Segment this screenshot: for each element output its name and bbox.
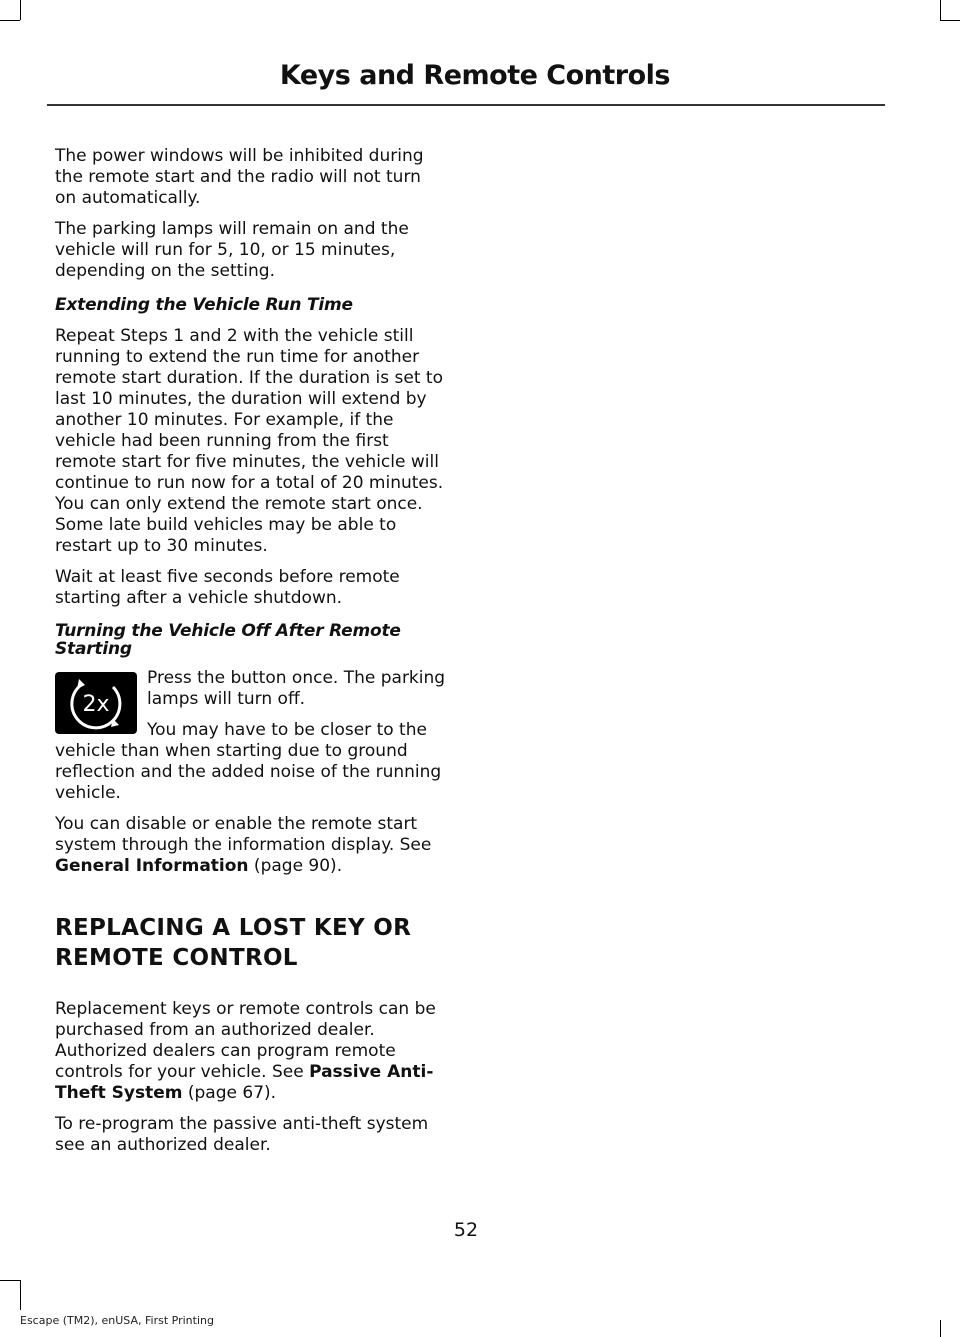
page-number: 52 bbox=[453, 1219, 479, 1241]
paragraph: Press the button once. The parking lamps will turn off. bbox=[147, 668, 446, 709]
paragraph: You may have to be closer to the vehicle than when starting due to ground reflection and the added noise of the running vehicle. bbox=[55, 720, 442, 803]
cross-reference-link[interactable]: Passive Anti-Theft System bbox=[55, 1062, 434, 1103]
paragraph: You can disable or enable the remote start system through the information display. See General Information (page 90). bbox=[55, 814, 432, 876]
remote-start-2x-icon bbox=[55, 672, 137, 734]
cross-reference-link[interactable]: General Information bbox=[55, 856, 249, 876]
icon-label: 2x bbox=[82, 692, 110, 717]
footer-text: Escape (TM2), enUSA, First Printing bbox=[20, 1314, 214, 1327]
header-divider bbox=[47, 104, 885, 106]
subheading-extending: Extending the Vehicle Run Time bbox=[55, 295, 353, 315]
paragraph: Repeat Steps 1 and 2 with the vehicle still running to extend the run time for another remote start duration. If the duration is set to last 10 minutes, the duration will extend by another 10 minutes. For example, if the vehicle had been running from the first remote start for five minutes, the vehicle will continue to run now for a total of 20 minutes. You can only extend the remote start once. Some late build vehicles may be able to restart up to 30 minutes. bbox=[55, 326, 444, 556]
section-heading-replacing: REPLACING A LOST KEY OR REMOTE CONTROL bbox=[55, 915, 412, 971]
crop-mark bbox=[0, 20, 20, 21]
paragraph: The power windows will be inhibited during the remote start and the radio will not turn on automatically. bbox=[55, 146, 424, 208]
paragraph: Wait at least five seconds before remote starting after a vehicle shutdown. bbox=[55, 567, 400, 608]
subheading-turning-off: Turning the Vehicle Off After Remote Starting bbox=[55, 621, 401, 659]
paragraph: The parking lamps will remain on and the vehicle will run for 5, 10, or 15 minutes, depending on the setting. bbox=[55, 219, 409, 281]
paragraph: To re-program the passive anti-theft system see an authorized dealer. bbox=[55, 1114, 429, 1155]
crop-mark bbox=[20, 1280, 21, 1310]
crop-mark bbox=[0, 1280, 20, 1281]
crop-mark bbox=[940, 0, 941, 20]
content-column bbox=[55, 146, 447, 1166]
crop-mark bbox=[940, 20, 960, 21]
paragraph: Replacement keys or remote controls can be purchased from an authorized dealer. Authorized dealers can program remote controls for your vehicle. See Passive Anti-Theft System (page 67). bbox=[55, 999, 436, 1103]
page-header-title: Keys and Remote Controls bbox=[279, 60, 670, 91]
crop-mark bbox=[940, 1320, 941, 1337]
crop-mark bbox=[20, 0, 21, 20]
